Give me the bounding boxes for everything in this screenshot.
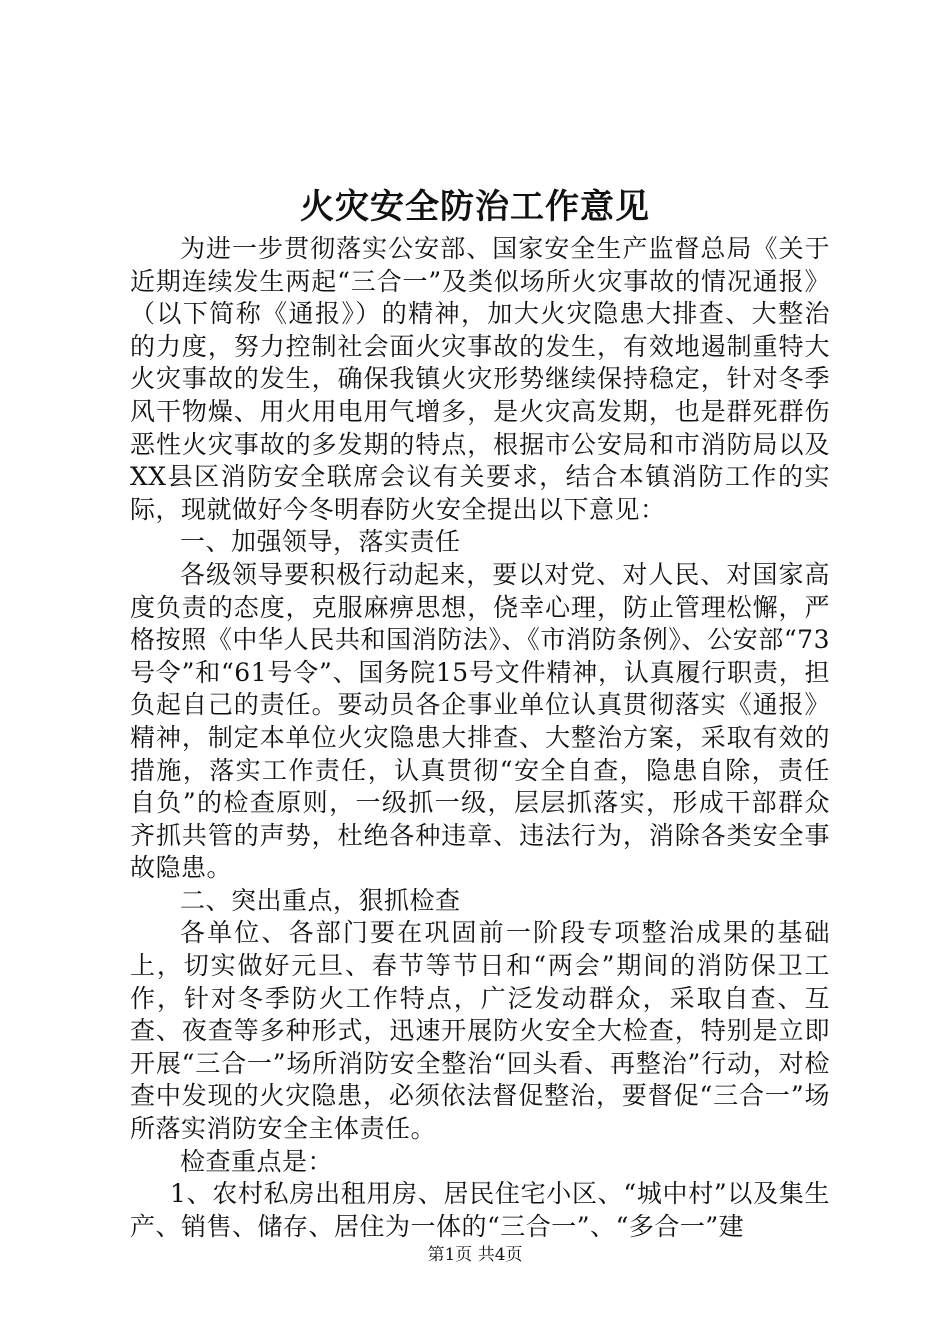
inspection-item-1: 1、农村私房出租用房、居民住宅小区、“城中村”以及集生产、销售、储存、居住为一体的“三合一”、“多合一”建 [130, 1179, 830, 1241]
intro-paragraph: 为进一步贯彻落实公安部、国家安全生产监督总局《关于近期连续发生两起“三合一”及类似场所火灾事故的情况通报》（以下简称《通报》）的精神，加大火灾隐患大排查、大整治的力度，努力控制社会面火灾事故的发生，有效地遏制重特大火灾事故的发生，确保我镇火灾形势继续保持稳定，针对冬季风干物燥、用火用电用气增多，是火灾高发期，也是群死群伤恶性火灾事故的多发期的特点，根据市公安局和市消防局以及XX县区消防安全联席会议有关要求，结合本镇消防工作的实际，现就做好今冬明春防火安全提出以下意见： [130, 234, 830, 524]
section-1-paragraph: 各级领导要积极行动起来，要以对党、对人民、对国家高度负责的态度，克服麻痹思想，侥幸心理，防止管理松懈，严格按照《中华人民共和国消防法》、《市消防条例》、公安部“73号令”和“61号令”、国务院15号文件精神，认真履行职责，担负起自己的责任。要动员各企事业单位认真贯彻落实《通报》精神，制定本单位火灾隐患大排查、大整治方案，采取有效的措施，落实工作责任，认真贯彻“安全自查，隐患自除，责任自负”的检查原则，一级抓一级，层层抓落实，形成干部群众齐抓共管的声势，杜绝各种违章、违法行为，消除各类安全事故隐患。 [130, 559, 830, 883]
section-heading-1: 一、加强领导，落实责任 [180, 527, 461, 557]
inspection-focus-label: 检查重点是： [180, 1146, 334, 1176]
section-2-paragraph: 各单位、各部门要在巩固前一阶段专项整治成果的基础上，切实做好元旦、春节等节日和“两会”期间的消防保卫工作，针对冬季防火工作特点，广泛发动群众，采取自查、互查、夜查等多种形式，迅速开展防火安全大检查，特别是立即开展“三合一”场所消防安全整治“回头看、再整治”行动，对检查中发现的火灾隐患，必须依法督促整治，要督促“三合一”场所落实消防安全主体责任。 [130, 918, 830, 1144]
section-heading-2: 二、突出重点，狠抓检查 [180, 885, 461, 915]
page-footer: 第1页 共4页 [427, 1245, 523, 1265]
document-body [130, 233, 830, 1243]
document-title: 火灾安全防治工作意见 [300, 187, 650, 227]
